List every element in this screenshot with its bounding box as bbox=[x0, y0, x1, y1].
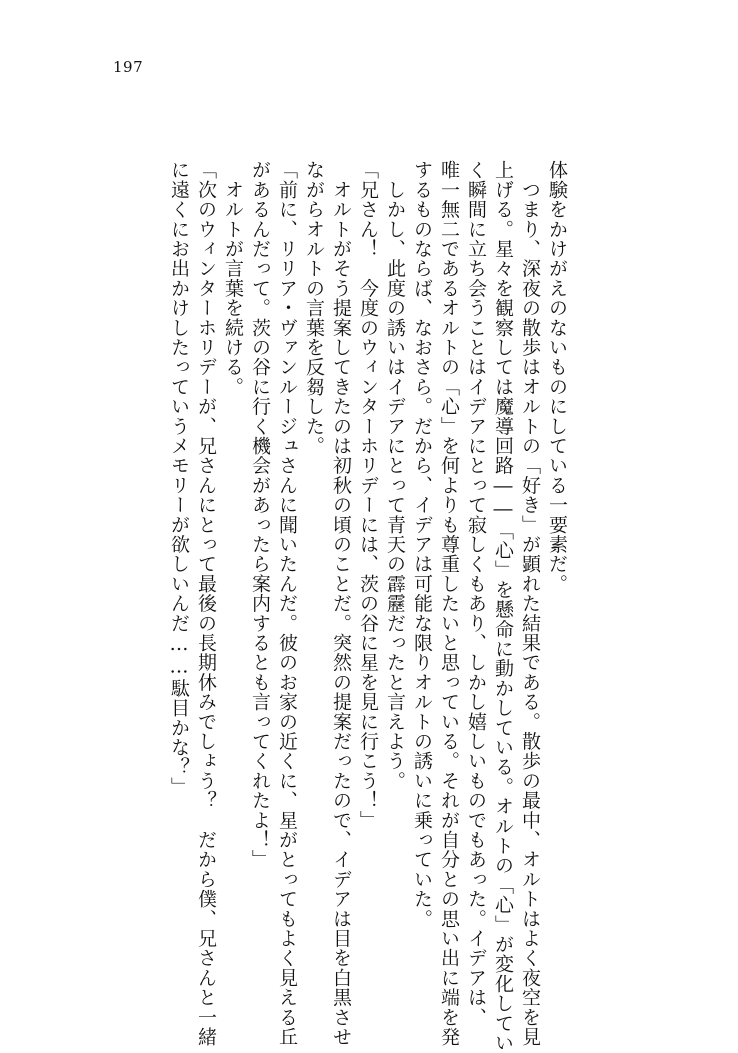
vertical-text-body bbox=[150, 160, 570, 1053]
text-line: く瞬間に立ち会うことはイデアにとって寂しくもあり、しかし嬉しいものでもあった。イデアは、 bbox=[465, 160, 487, 1027]
text-line: があるんだって。茨の谷に行く機会があったら案内するとも言ってくれたよ！」 bbox=[249, 160, 271, 870]
text-line: 体験をかけがえのないものにしている一要素だ。 bbox=[546, 160, 568, 594]
text-line: オルトが言葉を続ける。 bbox=[222, 160, 244, 397]
page-number: 197 bbox=[113, 58, 144, 76]
text-line: するものならば、なおさら。だから、イデアは可能な限りオルトの誘いに乗っていた。 bbox=[411, 160, 433, 929]
text-line: 唯一無二であるオルトの「心」を何よりも尊重したいと思っている。それが自分との思い出に端を発 bbox=[438, 160, 460, 1047]
text-line: に遠くにお出かけしたっていうメモリーが欲しいんだ……駄目かな？」 bbox=[168, 160, 190, 797]
text-line: 上げる。星々を観察しては魔導回路――「心」を懸命に動かしている。オルトの「心」が変化してい bbox=[492, 160, 514, 1053]
text-line: つまり、深夜の散歩はオルトの「好き」が顕れた結果である。散歩の最中、オルトはよく夜空を見 bbox=[519, 160, 541, 1047]
text-line: しかし、此度の誘いはイデアにとって青天の霹靂だったと言えよう。 bbox=[384, 160, 406, 791]
text-line: 「兄さん！ 今度のウィンターホリデーには、茨の谷に星を見に行こう！」 bbox=[357, 160, 379, 830]
text-line: 「次のウィンターホリデーが、兄さんにとって最後の長期休みでしょう？ だから僕、兄さんと一緒 bbox=[195, 160, 217, 1047]
text-line: ながらオルトの言葉を反芻した。 bbox=[303, 160, 325, 456]
text-line: オルトがそう提案してきたのは初秋の頃のことだ。突然の提案だったので、イデアは目を白黒させ bbox=[330, 160, 352, 1047]
text-line: 「前に、リリア・ヴァンルージュさんに聞いたんだ。彼のお家の近くに、星がとってもよく見える丘 bbox=[276, 160, 298, 1047]
